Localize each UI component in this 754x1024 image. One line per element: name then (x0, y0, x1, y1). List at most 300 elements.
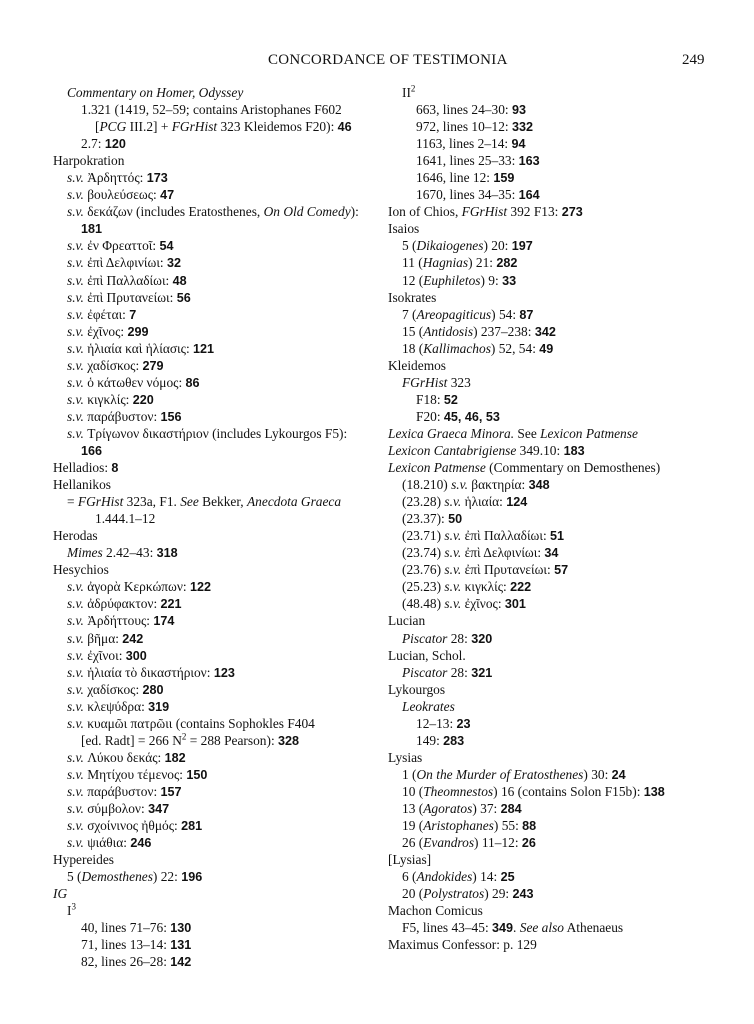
index-entry-line (53, 902, 375, 919)
index-entry-line (53, 84, 375, 101)
index-entry-line (388, 391, 724, 408)
page-reference: 57 (554, 563, 569, 578)
index-entry-line (53, 220, 375, 237)
page-reference: 32 (167, 256, 182, 271)
entry-text: 1.321 (1419, 52–59; contains Aristophanes F602 (81, 102, 342, 118)
page-reference: 51 (550, 529, 565, 544)
entry-text: κιγκλίς: (83, 391, 133, 407)
entry-text: 1.444.1–12 (95, 511, 156, 527)
index-entry-line (53, 868, 375, 885)
index-entry-line (53, 664, 375, 681)
page-reference: 122 (190, 580, 212, 595)
italic-text: See also (519, 920, 565, 936)
index-entry-line (388, 715, 724, 732)
entry-text: 15 ( (402, 323, 424, 339)
entry-text: Lucian, Schol. (388, 647, 466, 663)
italic-text: s.v. (444, 596, 462, 612)
index-entry-line (388, 340, 724, 357)
entry-text: (23.71) (402, 528, 445, 544)
page-reference: 142 (170, 955, 192, 970)
index-column-right (388, 84, 724, 953)
entry-text: = (67, 494, 78, 510)
italic-text: On Old Comedy (263, 204, 351, 220)
index-entry-line (388, 237, 724, 254)
entry-text: Helladios: (53, 460, 112, 476)
entry-text: 82, lines 26–28: (81, 954, 171, 970)
entry-text: ) 237–238: (473, 323, 535, 339)
page-reference: 281 (181, 819, 203, 834)
entry-text: 26 ( (402, 835, 424, 851)
page-reference: 26 (521, 836, 536, 851)
italic-text: s.v. (67, 664, 84, 680)
index-entry-line (53, 749, 375, 766)
index-entry-line (388, 766, 724, 783)
page-reference: 25 (500, 870, 515, 885)
entry-text: Hellanikos (53, 477, 112, 493)
index-entry-line (388, 203, 724, 220)
index-entry-line (388, 510, 724, 527)
index-entry-line (388, 169, 724, 186)
entry-text: 18 ( (402, 340, 424, 356)
index-entry-line (53, 681, 375, 698)
index-entry-line (388, 919, 724, 936)
page-reference: 280 (142, 682, 164, 697)
entry-text: 323a, F1. (123, 494, 181, 510)
page-reference: 47 (160, 188, 175, 203)
entry-text: ἐχῖνος: (461, 596, 505, 612)
italic-text: Aristophanes (423, 818, 494, 834)
entry-text: 19 ( (402, 818, 424, 834)
index-entry-line (53, 237, 375, 254)
index-entry-line (53, 203, 375, 220)
entry-text: 323 Kleidemos F20): (217, 119, 338, 135)
index-entry-line (53, 800, 375, 817)
index-entry-line (53, 630, 375, 647)
index-entry-line (53, 510, 375, 527)
italic-text: s.v. (67, 579, 84, 595)
page-reference: 8 (111, 461, 119, 476)
index-entry-line (388, 885, 724, 902)
page-reference: 318 (156, 546, 178, 561)
index-entry-line (388, 817, 724, 834)
index-entry-line (388, 544, 724, 561)
index-entry-line (53, 442, 375, 459)
italic-text: Demosthenes (81, 869, 153, 885)
entry-text: [Lysias] (388, 852, 432, 868)
italic-text: s.v. (444, 562, 462, 578)
page-reference: 150 (186, 767, 208, 782)
entry-text: 1646, line 12: (416, 170, 494, 186)
italic-text: Hagnias (422, 255, 469, 271)
italic-text: s.v. (67, 323, 84, 339)
index-entry-line (388, 408, 724, 425)
page-reference: 279 (142, 358, 164, 373)
italic-text: s.v. (67, 715, 84, 731)
index-entry-line (388, 272, 724, 289)
entry-text: 12–13: (416, 715, 457, 731)
entry-text: (23.28) (402, 494, 445, 510)
page-reference: 123 (213, 665, 235, 680)
entry-text: (Commentary on Demosthenes) (485, 460, 661, 476)
page-reference: 349 (492, 921, 514, 936)
index-entry-line (388, 152, 724, 169)
italic-text: s.v. (67, 170, 84, 186)
index-entry-line (388, 936, 724, 953)
italic-text: s.v. (67, 238, 84, 254)
italic-text: s.v. (444, 494, 462, 510)
index-entry-line (53, 612, 375, 629)
index-entry-line (53, 169, 375, 186)
entry-text: I (67, 903, 72, 919)
entry-text: σύμβολον: (83, 800, 149, 816)
index-entry-line (53, 374, 375, 391)
page-reference: 328 (278, 733, 300, 748)
italic-text: Andokides (416, 869, 473, 885)
page-reference: 301 (504, 597, 526, 612)
entry-text: 12 ( (402, 272, 424, 288)
entry-text: [ed. Radt] = 266 N (81, 732, 182, 748)
italic-text: s.v. (67, 766, 84, 782)
index-entry-line (53, 391, 375, 408)
entry-text: ὁ κάτωθεν νόμος: (83, 374, 186, 390)
italic-text: s.v. (67, 425, 84, 441)
entry-text: Ἀρδηττός: (83, 170, 147, 186)
index-entry-line (388, 442, 724, 459)
index-entry-line (388, 595, 724, 612)
italic-text: Agoratos (423, 800, 473, 816)
index-entry-line (53, 919, 375, 936)
entry-text: ἐπὶ Πρυτανείωι: (83, 289, 177, 305)
index-entry-line (388, 425, 724, 442)
italic-text: FGrHist (402, 374, 448, 390)
entry-text: Isaios (388, 221, 420, 237)
entry-text: F5, lines 43–45: (402, 920, 493, 936)
italic-text: FGrHist (171, 119, 218, 135)
index-entry-line (388, 220, 724, 237)
entry-text: ) 52, 54: (490, 340, 540, 356)
entry-text: ἐπὶ Παλλαδίωι: (83, 272, 173, 288)
italic-text: Anecdota Graeca (247, 494, 342, 510)
entry-text: ἐχῖνοι: (83, 647, 126, 663)
entry-text: Harpokration (53, 153, 125, 169)
index-entry-line (53, 715, 375, 732)
index-entry-line (388, 459, 724, 476)
italic-text: s.v. (67, 272, 84, 288)
index-entry-line (53, 357, 375, 374)
page-reference: 46 (337, 120, 352, 135)
entry-text: ἀγορὰ Κερκώπων: (83, 579, 190, 595)
entry-text: ) 30: (583, 766, 612, 782)
italic-text: Euphiletos (423, 272, 481, 288)
entry-text: Athenaeus (564, 920, 624, 936)
page-reference: 156 (160, 409, 182, 424)
entry-text: Machon Comicus (388, 903, 483, 919)
entry-text: 6 ( (402, 869, 417, 885)
index-entry-line (388, 306, 724, 323)
italic-text: s.v. (67, 698, 84, 714)
italic-text: Lexica Graeca Minora. (388, 425, 515, 441)
entry-text: Lucian (388, 613, 426, 629)
italic-text: s.v. (67, 340, 84, 356)
entry-text: βῆμα: (83, 630, 123, 646)
index-entry-line (388, 783, 724, 800)
italic-text: Mimes (67, 545, 103, 561)
index-entry-line (53, 476, 375, 493)
entry-text: ἐφέται: (83, 306, 130, 322)
page-reference: 273 (561, 205, 583, 220)
italic-text: Commentary on Homer, Odyssey (67, 85, 244, 100)
running-title: CONCORDANCE OF TESTIMONIA (268, 52, 508, 68)
italic-text: Kallimachos (423, 340, 491, 356)
entry-text: χαδίσκος: (83, 357, 143, 373)
page-reference: 48 (172, 273, 187, 288)
page-reference: 332 (511, 120, 533, 135)
entry-text: F18: (416, 391, 444, 407)
entry-text: . (513, 920, 520, 936)
index-entry-line (53, 953, 375, 970)
index-entry-line (388, 101, 724, 118)
page-reference: 220 (132, 392, 154, 407)
italic-text: Dikaiogenes (416, 238, 484, 254)
index-entry-line (53, 340, 375, 357)
entry-text: (23.37): (402, 511, 449, 527)
entry-text: 28: (447, 630, 472, 646)
entry-text: (23.74) (402, 545, 445, 561)
entry-text: 1670, lines 34–35: (416, 187, 519, 203)
index-entry-line (388, 323, 724, 340)
entry-text: ἐν Φρεαττοῖ: (83, 238, 160, 254)
page-reference: 138 (643, 784, 665, 799)
index-entry-line (388, 561, 724, 578)
italic-text: s.v. (67, 835, 84, 851)
page-reference: 348 (528, 478, 550, 493)
index-entry-line (388, 749, 724, 766)
italic-text: s.v. (67, 613, 84, 629)
page-reference: 130 (170, 921, 192, 936)
page-reference: 319 (148, 699, 170, 714)
index-entry-line (53, 647, 375, 664)
entry-text: ) 9: (480, 272, 503, 288)
index-entry-line (388, 630, 724, 647)
index-entry-line (388, 647, 724, 664)
page-reference: 50 (448, 512, 463, 527)
entry-text: 1163, lines 2–14: (416, 136, 512, 152)
entry-text: ) 16 (contains Solon F15b): (493, 783, 644, 799)
index-entry-line (53, 272, 375, 289)
entry-text: Bekker, (198, 494, 247, 510)
entry-text: F20: (416, 408, 444, 424)
index-entry-line (388, 374, 724, 391)
entry-text: 323 (447, 374, 471, 390)
italic-text: Lexicon Patmense (388, 460, 486, 476)
index-entry-line (388, 664, 724, 681)
index-entry-line (388, 357, 724, 374)
italic-text: s.v. (67, 647, 84, 663)
italic-text: s.v. (67, 783, 84, 799)
entry-text: 71, lines 13–14: (81, 937, 171, 953)
index-entry-line (53, 254, 375, 271)
entry-text: 2.42–43: (102, 545, 157, 561)
index-entry-line (388, 868, 724, 885)
page-reference: 166 (81, 443, 103, 458)
italic-text: Antidosis (423, 323, 474, 339)
entry-text: Τρίγωνον δικαστήριον (includes Lykourgos F5): (83, 425, 348, 441)
page-reference: 7 (129, 307, 137, 322)
index-entry-line (388, 834, 724, 851)
entry-text: 972, lines 10–12: (416, 119, 512, 135)
page-reference: 246 (130, 836, 152, 851)
index-entry-line (53, 834, 375, 851)
page-number: 249 (682, 52, 705, 68)
page-reference: 221 (160, 597, 182, 612)
index-entry-line (388, 578, 724, 595)
entry-text: ) 14: (472, 869, 501, 885)
entry-text: ) 55: (493, 818, 523, 834)
entry-text: (23.76) (402, 562, 445, 578)
index-entry-line (388, 186, 724, 203)
entry-text: Ion of Chios, (388, 204, 462, 220)
entry-text: ) 22: (152, 869, 182, 885)
entry-text: 7 ( (402, 306, 417, 322)
index-entry-line (53, 135, 375, 152)
page-reference: 94 (511, 137, 526, 152)
entry-text: ) 54: (491, 306, 520, 322)
page-reference: 173 (146, 171, 168, 186)
entry-text: ἡλιαία: (461, 494, 507, 510)
superscript: 2 (410, 83, 416, 94)
entry-text: βουλεύσεως: (83, 187, 161, 203)
page-reference: 86 (185, 375, 200, 390)
page-reference: 299 (127, 324, 149, 339)
entry-text: Lysias (388, 749, 423, 765)
page-reference: 183 (563, 443, 585, 458)
italic-text: s.v. (67, 391, 84, 407)
entry-text: Μητίχου τέμενος: (83, 766, 187, 782)
index-entry-line (53, 851, 375, 868)
page-reference: 300 (125, 648, 147, 663)
entry-text: 28: (447, 664, 472, 680)
italic-text: Piscator (402, 630, 448, 646)
italic-text: IG (53, 886, 68, 902)
index-entry-line (53, 527, 375, 544)
page-reference: 93 (511, 103, 526, 118)
entry-text: Hesychios (53, 562, 109, 578)
index-entry-line (53, 732, 375, 749)
entry-text: ἐπὶ Δελφινίωι: (461, 545, 545, 561)
page-reference: 87 (519, 307, 534, 322)
entry-text: 149: (416, 732, 444, 748)
italic-text: s.v. (67, 255, 84, 271)
italic-text: s.v. (67, 408, 84, 424)
italic-text: s.v. (67, 204, 84, 220)
italic-text: Piscator (402, 664, 448, 680)
entry-text: ἡλιαία τὸ δικαστήριον: (83, 664, 214, 680)
index-entry-line (53, 118, 375, 135)
entry-text: (48.48) (402, 596, 445, 612)
entry-text: [ (95, 119, 100, 135)
italic-text: See (180, 494, 199, 510)
entry-text: II (402, 85, 411, 100)
page-reference: 24 (611, 767, 626, 782)
italic-text: s.v. (67, 800, 84, 816)
entry-text: ἐπὶ Δελφινίωι: (83, 255, 168, 271)
entry-text: See (514, 425, 541, 441)
index-entry-line (388, 698, 724, 715)
page-reference: 321 (471, 665, 493, 680)
italic-text: s.v. (67, 818, 84, 834)
entry-text: 13 ( (402, 800, 424, 816)
entry-text: Lykourgos (388, 681, 446, 697)
italic-text: Lexicon Patmense (540, 425, 638, 441)
entry-text: βακτηρία: (467, 477, 529, 493)
italic-text: s.v. (451, 477, 468, 493)
entry-text: σχοίνινος ἠθμός: (83, 818, 182, 834)
index-entry-line (53, 306, 375, 323)
entry-text: κιγκλίς: (461, 579, 511, 595)
italic-text: FGrHist (461, 204, 508, 220)
page-reference: 33 (502, 273, 517, 288)
italic-text: s.v. (67, 749, 84, 765)
entry-text: 349.10: (516, 442, 564, 458)
index-entry-line (53, 817, 375, 834)
italic-text: s.v. (444, 579, 462, 595)
page-reference: 49 (539, 341, 554, 356)
page-reference: 45, 46, 53 (443, 409, 500, 424)
index-entry-line (388, 493, 724, 510)
index-entry-line (53, 459, 375, 476)
entry-text: 11 ( (402, 255, 423, 271)
index-entry-line (53, 289, 375, 306)
index-entry-line (388, 527, 724, 544)
entry-text: ἡλιαία καὶ ἡλίασις: (83, 340, 194, 356)
index-entry-line (53, 885, 375, 902)
page-reference: 56 (176, 290, 191, 305)
entry-text: χαδίσκος: (83, 681, 143, 697)
index-entry-line (53, 323, 375, 340)
italic-text: FGrHist (77, 494, 124, 510)
italic-text: s.v. (444, 528, 462, 544)
index-entry-line (53, 766, 375, 783)
italic-text: s.v. (67, 187, 84, 203)
page-reference: 342 (534, 324, 556, 339)
index-entry-line (53, 544, 375, 561)
superscript: 2 (181, 731, 187, 742)
italic-text: Evandros (423, 835, 475, 851)
page-reference: 120 (104, 137, 126, 152)
entry-text: παράβυστον: (83, 408, 161, 424)
index-entry-line (53, 101, 375, 118)
entry-text: Kleidemos (388, 357, 447, 373)
entry-text: (18.210) (402, 477, 452, 493)
italic-text: s.v. (67, 681, 84, 697)
italic-text: s.v. (67, 289, 84, 305)
page-reference: 242 (122, 631, 144, 646)
entry-text: = 288 Pearson): (186, 732, 279, 748)
entry-text: 20 ( (402, 886, 424, 902)
italic-text: Areopagiticus (416, 306, 492, 322)
index-column-left (53, 84, 375, 970)
page-reference: 121 (193, 341, 215, 356)
entry-text: ἀδρύφακτον: (83, 596, 161, 612)
entry-text: Isokrates (388, 289, 437, 305)
entry-text: ψιάθια: (83, 835, 131, 851)
page-reference: 131 (170, 938, 192, 953)
entry-text: ) 21: (468, 255, 497, 271)
index-entry-line (53, 936, 375, 953)
entry-text: 392 F13: (507, 204, 562, 220)
page-reference: 159 (493, 171, 515, 186)
entry-text: κλεψύδρα: (83, 698, 149, 714)
